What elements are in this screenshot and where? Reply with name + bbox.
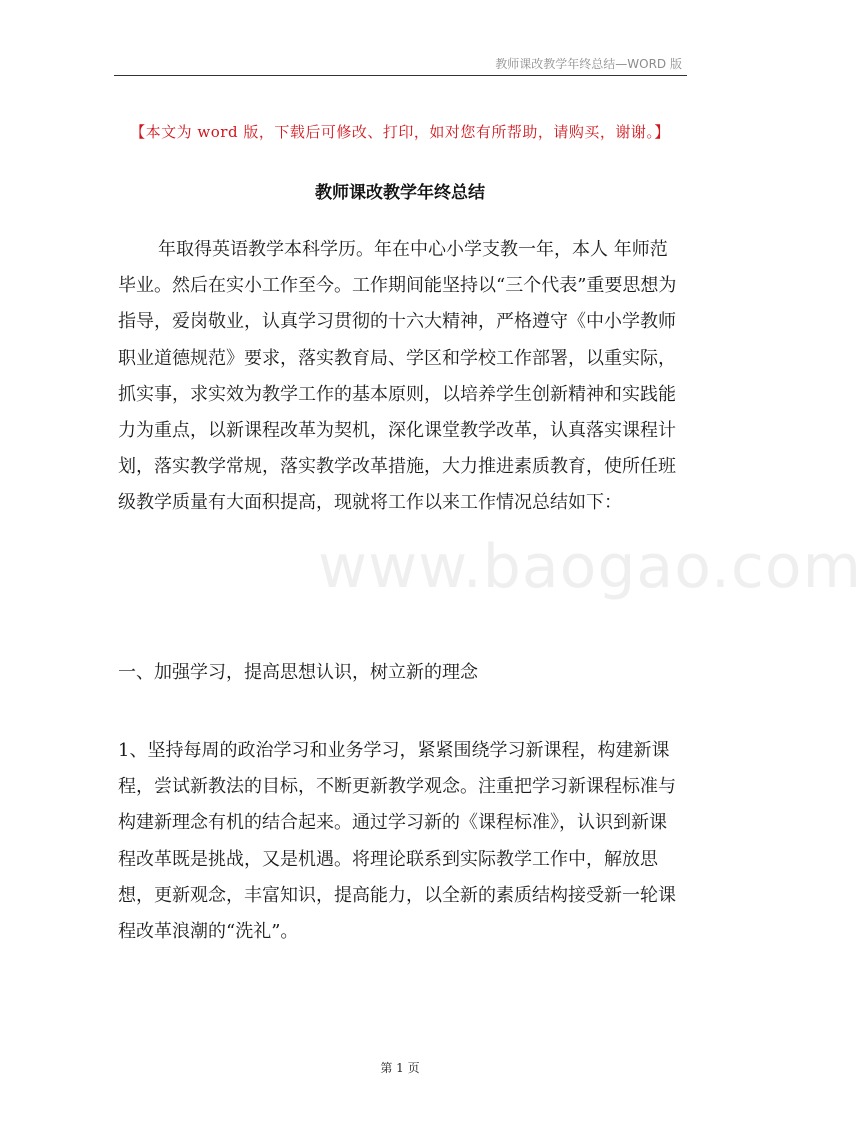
header-divider: [114, 75, 687, 76]
watermark: www.baogao.com: [318, 532, 862, 602]
section-heading: 一、加强学习，提高思想认识，树立新的理念: [118, 662, 478, 683]
document-title: 教师课改教学年终总结: [315, 183, 485, 203]
running-header: 教师课改教学年终总结—WORD 版: [495, 57, 682, 71]
intro-paragraph: 年取得英语教学本科学历。年在中心小学支教一年，本人 年师范毕业。然后在实小工作至今。工作期间能坚持以“三个代表”重要思想为指导，爱岗敬业，认真学习贯彻的十六大精神，严格遵守《中小学教师职业道德规范》要求，落实教育局、学区和学校工作部署，以重实际，抓实事，求实效为教学工作的基本原则，以培养学生创新精神和实践能力为重点，以新课程改革为契机，深化课堂教学改革，认真落实课程计划，落实教学常规，落实教学改革措施，大力推进素质教育，使所任班级教学质量有大面积提高，现就将工作以来工作情况总结如下：: [118, 239, 677, 514]
purchase-notice: 【本文为 word 版，下载后可修改、打印，如对您有所帮助，请购买，谢谢。】: [130, 123, 670, 141]
page-number: 第 1 页: [380, 1061, 420, 1075]
list-item-paragraph: 1、坚持每周的政治学习和业务学习，紧紧围绕学习新课程，构建新课程，尝试新教法的目标，不断更新教学观念。注重把学习新课程标准与构建新理念有机的结合起来。通过学习新的《课程标准》，认识到新课程改革既是挑战，又是机遇。将理论联系到实际教学工作中，解放思想，更新观念，丰富知识，提高能力，以全新的素质结构接受新一轮课程改革浪潮的“洗礼”。: [118, 740, 676, 943]
